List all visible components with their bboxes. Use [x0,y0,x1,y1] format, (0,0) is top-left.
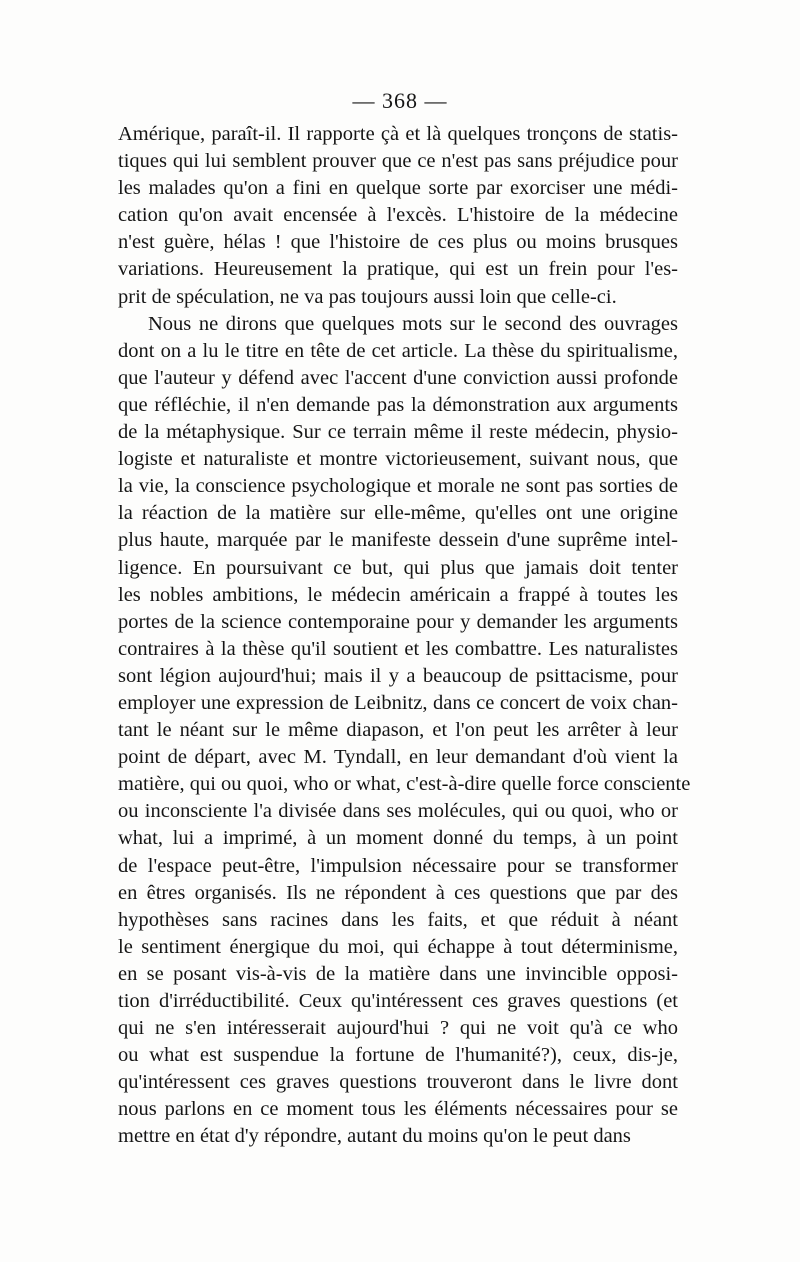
text-line: employer une expression de Leibnitz, dans ce concert de voix chan- [118,691,678,714]
text-line: contraires à la thèse qu'il soutient et les combattre. Les naturalistes [118,637,678,660]
text-line: tant le néant sur le même diapason, et l'on peut les arrêter à leur [118,719,678,742]
text-line: variations. Heureusement la pratique, qui est un frein pour l'es- [118,258,678,281]
text-line: point de départ, avec M. Tyndall, en leur demandant d'où vient la [118,746,678,769]
text-line: en se posant vis-à-vis de la matière dans une invincible opposi- [118,962,678,985]
text-line: les nobles ambitions, le médecin américain a frappé à toutes les [118,583,678,606]
text-line: n'est guère, hélas ! que l'histoire de ces plus ou moins brusques [118,231,678,254]
text-line: Amérique, paraît-il. Il rapporte çà et là quelques tronçons de statis- [118,123,678,145]
text-line: matière, qui ou quoi, who or what, c'est-à-dire quelle force consciente [118,773,691,796]
text-line: mettre en état d'y répondre, autant du moins qu'on le peut dans [118,1125,631,1148]
text-line: logiste et naturaliste et montre victorieusement, suivant nous, que [118,448,678,471]
text-line: ou what est suspendue la fortune de l'humanité?), ceux, dis-je, [118,1044,678,1067]
text-line: ou inconsciente l'a divisée dans ses molécules, qui ou quoi, who or [118,800,678,823]
text-line: what, lui a imprimé, à un moment donné du temps, à un point [118,827,678,850]
text-line: nous parlons en ce moment tous les éléments nécessaires pour se [118,1098,678,1121]
text-line: sont légion aujourd'hui; mais il y a beaucoup de psittacisme, pour [118,664,678,687]
page-number: — 368 — [352,88,448,113]
text-line: que réfléchie, il n'en demande pas la démonstration aux arguments [118,393,678,416]
text-line: hypothèses sans racines dans les faits, et que réduit à néant [118,908,678,931]
text-line: qui ne s'en intéresserait aujourd'hui ? qui ne voit qu'à ce who [118,1017,678,1040]
text-line: la vie, la conscience psychologique et morale ne sont pas sorties de [118,475,678,498]
text-line: en êtres organisés. Ils ne répondent à ces questions que par des [118,881,678,904]
text-line: prit de spéculation, ne va pas toujours aussi loin que celle-ci. [118,285,617,308]
body-text [118,121,691,1151]
text-line: cation qu'on avait encensée à l'excès. L'histoire de la médecine [118,204,678,227]
text-line: portes de la science contemporaine pour y demander les arguments [118,610,678,633]
text-line: de l'espace peut-être, l'impulsion nécessaire pour se transformer [118,854,678,877]
text-line: que l'auteur y défend avec l'accent d'une conviction aussi profonde [118,366,678,389]
text-line: tiques qui lui semblent prouver que ce n'est pas sans préjudice pour [118,150,678,173]
text-line: ligence. En poursuivant ce but, qui plus que jamais doit tenter [118,556,678,579]
text-line: de la métaphysique. Sur ce terrain même il reste médecin, physio- [118,421,678,444]
paragraph-1 [118,121,678,311]
text-line: qu'intéressent ces graves questions trouveront dans le livre dont [118,1071,678,1094]
text-line: tion d'irréductibilité. Ceux qu'intéressent ces graves questions (et [118,990,678,1012]
paragraph-2 [118,311,691,1151]
text-line: le sentiment énergique du moi, qui échappe à tout déterminisme, [118,935,678,958]
text-line: Nous ne dirons que quelques mots sur le second des ouvrages [148,312,678,335]
text-line: la réaction de la matière sur elle-même, qu'elles ont une origine [118,502,678,525]
text-line: les malades qu'on a fini en quelque sorte par exorciser une médi- [118,177,678,200]
text-line: dont on a lu le titre en tête de cet article. La thèse du spiritualisme, [118,339,678,362]
text-line: plus haute, marquée par le manifeste dessein d'une suprême intel- [118,529,678,552]
